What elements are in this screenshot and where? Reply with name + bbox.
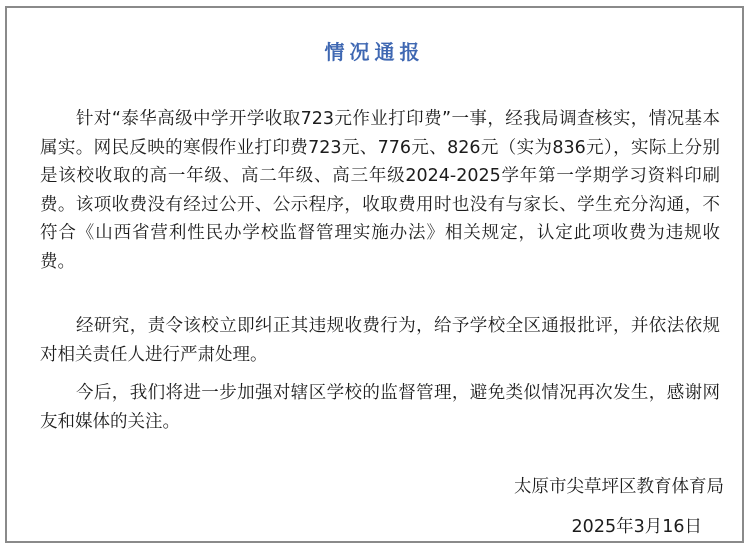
issuer-name: 太原市尖草坪区教育体育局 [514,477,724,497]
notice-paragraph-1: 针对“泰华高级中学开学收取723元作业打印费”一事，经我局调查核实，情况基本属实。网民反映的寒假作业打印费723元、776元、826元（实为836元），实际上分别是该校收取的高一年级、高二年级、高三年级2024-2025学年第一学期学习资料印刷费。该项收费没有经过公开、公示程序，收取费用时也没有与家长、学生充分沟通，不符合《山西省营利性民办学校监督管理实施办法》相关规定，认定此项收费为违规收费。 [40,109,720,272]
notice-frame [5,6,744,543]
notice-paragraph-3: 今后，我们将进一步加强对辖区学校的监督管理，避免类似情况再次发生，感谢网友和媒体的关注。 [40,383,720,432]
issue-date: 2025年3月16日 [571,517,702,537]
notice-paragraph-2: 经研究，责令该校立即纠正其违规收费行为，给予学校全区通报批评，并依法依规对相关责任人进行严肃处理。 [40,316,720,365]
notice-title: 情况通报 [324,40,425,64]
